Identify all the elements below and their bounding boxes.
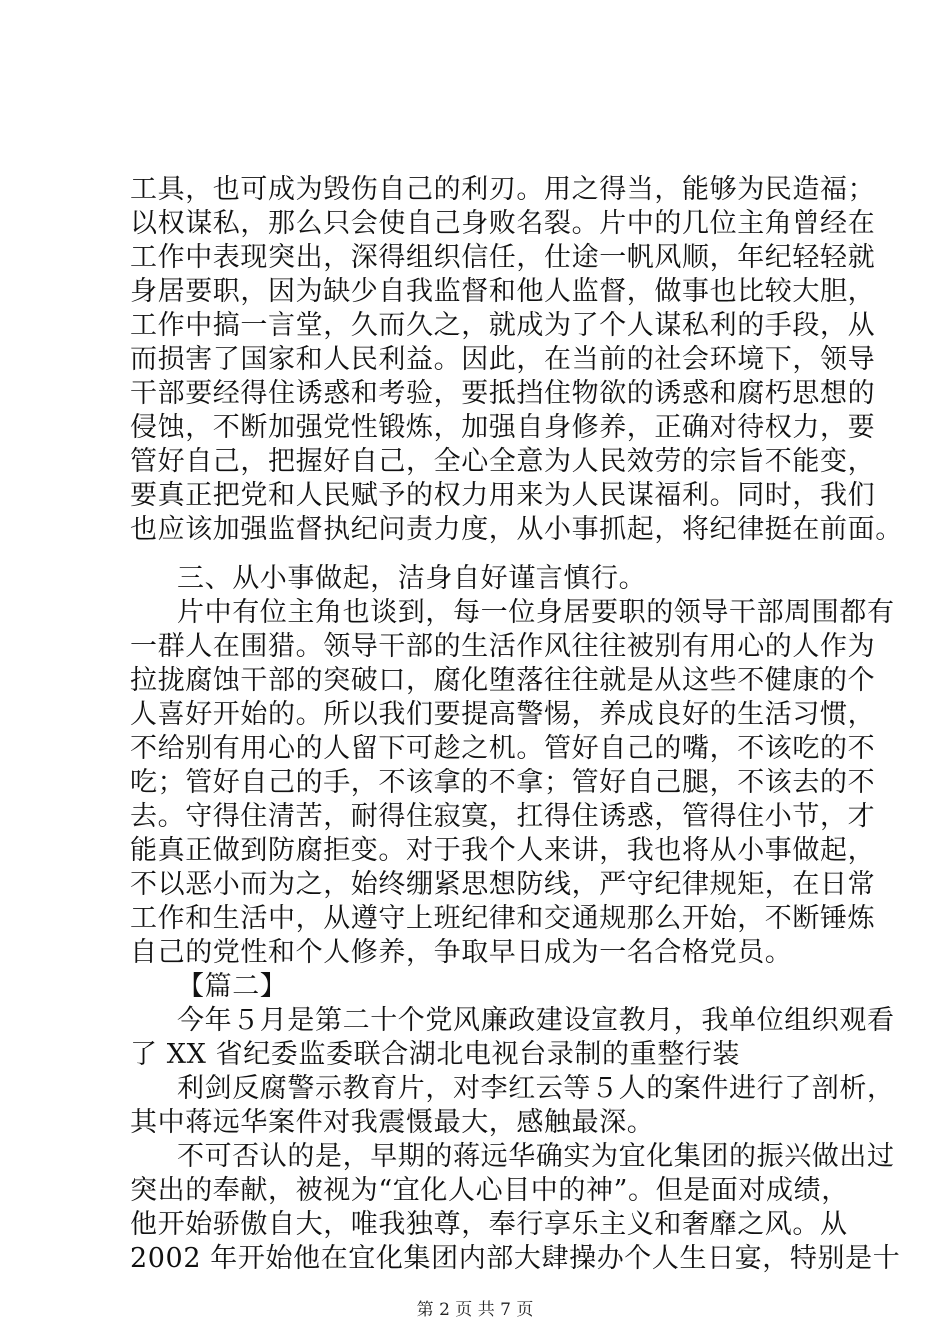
text-line: 了 XX 省纪委监委联合湖北电视台录制的重整行装 bbox=[130, 1039, 741, 1070]
text-line: 他开始骄傲自大，唯我独尊，奉行享乐主义和奢靡之风。从 bbox=[130, 1209, 848, 1240]
text-line: 其中蒋远华案件对我震慑最大，感触最深。 bbox=[130, 1107, 655, 1138]
page-number-footer: 第 2 页 共 7 页 bbox=[416, 1300, 534, 1320]
text-line: 要真正把党和人民赋予的权力用来为人民谋福利。同时，我们 bbox=[130, 480, 876, 511]
text-line: 人喜好开始的。所以我们要提高警惕，养成良好的生活习惯， bbox=[130, 699, 876, 730]
text-line: 侵蚀，不断加强党性锻炼，加强自身修养，正确对待权力，要 bbox=[130, 412, 876, 443]
text-line: 工作和生活中，从遵守上班纪律和交通规那么开始，不断锤炼 bbox=[130, 903, 876, 934]
text-line: 今年５月是第二十个党风廉政建设宣教月，我单位组织观看 bbox=[177, 1005, 895, 1036]
section-heading: 三、从小事做起，洁身自好谨言慎行。 bbox=[177, 563, 647, 594]
text-line: 自己的党性和个人修养，争取早日成为一名合格党员。 bbox=[130, 937, 793, 968]
text-line: 不给别有用心的人留下可趁之机。管好自己的嘴，不该吃的不 bbox=[130, 733, 876, 764]
text-line: 工作中搞一言堂，久而久之，就成为了个人谋私利的手段，从 bbox=[130, 310, 876, 341]
text-line: 管好自己，把握好自己，全心全意为人民效劳的宗旨不能变， bbox=[130, 446, 876, 477]
text-line: 2002 年开始他在宜化集团内部大肆操办个人生日宴，特别是十 bbox=[130, 1243, 901, 1274]
text-line: 工具，也可成为毁伤自己的利刃。用之得当，能够为民造福； bbox=[130, 174, 876, 205]
text-line: 一群人在围猎。领导干部的生活作风往往被别有用心的人作为 bbox=[130, 631, 876, 662]
text-line: 干部要经得住诱惑和考验，要抵挡住物欲的诱惑和腐朽思想的 bbox=[130, 378, 876, 409]
text-line: 不可否认的是，早期的蒋远华确实为宜化集团的振兴做出过 bbox=[177, 1141, 895, 1172]
section-heading: 【篇二】 bbox=[177, 971, 288, 1002]
text-line: 不以恶小而为之，始终绷紧思想防线，严守纪律规矩，在日常 bbox=[130, 869, 876, 900]
text-line: 吃；管好自己的手，不该拿的不拿；管好自己腿，不该去的不 bbox=[130, 767, 876, 798]
text-line: 拉拢腐蚀干部的突破口，腐化堕落往往就是从这些不健康的个 bbox=[130, 665, 876, 696]
text-line: 利剑反腐警示教育片，对李红云等５人的案件进行了剖析， bbox=[177, 1073, 895, 1104]
text-line: 突出的奉献，被视为“宜化人心目中的神”。但是面对成绩， bbox=[130, 1175, 849, 1206]
text-line: 能真正做到防腐拒变。对于我个人来讲，我也将从小事做起， bbox=[130, 835, 876, 866]
text-line: 身居要职，因为缺少自我监督和他人监督，做事也比较大胆， bbox=[130, 276, 876, 307]
text-line: 以权谋私，那么只会使自己身败名裂。片中的几位主角曾经在 bbox=[130, 208, 876, 239]
text-line: 也应该加强监督执纪问责力度，从小事抓起，将纪律挺在前面。 bbox=[130, 514, 903, 545]
text-line: 而损害了国家和人民利益。因此，在当前的社会环境下，领导 bbox=[130, 344, 876, 375]
text-line: 工作中表现突出，深得组织信任，仕途一帆风顺，年纪轻轻就 bbox=[130, 242, 876, 273]
text-line: 片中有位主角也谈到，每一位身居要职的领导干部周围都有 bbox=[177, 597, 895, 628]
text-line: 去。守得住清苦，耐得住寂寞，扛得住诱惑，管得住小节，才 bbox=[130, 801, 876, 832]
